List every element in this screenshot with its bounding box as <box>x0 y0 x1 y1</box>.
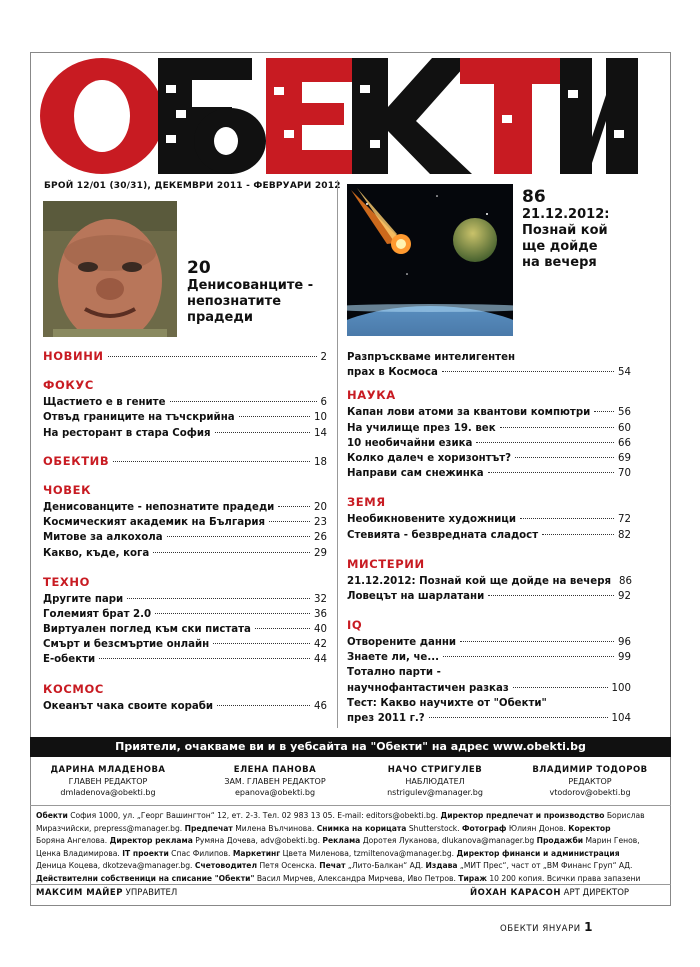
toc-item[interactable]: прах в Космоса 54 <box>347 367 631 379</box>
section-heading: КОСМОС <box>43 681 104 696</box>
editor-block <box>38 765 178 798</box>
credit-role: Счетоводител <box>194 861 258 871</box>
credit-role: Тираж <box>458 873 487 883</box>
feature-page-number: 86 <box>522 187 546 207</box>
logo-letter-o <box>40 58 164 174</box>
toc-item[interactable]: Колко далеч е хоризонтът? 69 <box>347 452 631 464</box>
masthead-logo <box>40 55 640 177</box>
credits-line <box>36 835 666 848</box>
logo-letter-b <box>158 58 266 174</box>
feature-denisovans[interactable] <box>187 258 313 326</box>
feature-title-line: ще дойде <box>522 239 598 254</box>
editor-name: ДАРИНА МЛАДЕНОВА <box>50 765 166 775</box>
credit-role: Продажби <box>536 836 584 846</box>
manager-role: УПРАВИТЕЛ <box>125 888 178 898</box>
feature-doomsday[interactable] <box>522 187 609 271</box>
section-heading: IQ <box>347 618 363 633</box>
toc-item[interactable]: 21.12.2012: Познай кой ще дойде на вечеря 86 <box>347 575 632 587</box>
footer-page-number: 1 <box>584 920 594 934</box>
art-director-name: ЙОХАН КАРАСОН <box>470 888 561 898</box>
credit-text: Shutterstock. <box>406 823 463 833</box>
editor-email[interactable]: vtodorov@obekti.bg <box>549 788 631 797</box>
logo-letter-e <box>266 58 358 174</box>
credits-line <box>36 860 666 873</box>
credit-text: Доротея Луканова, dlukanova@manager.bg <box>360 836 537 846</box>
toc-item[interactable]: Денисованците - непознатите прадеди 20 <box>43 501 327 513</box>
credit-role: Маркетинг <box>232 848 281 858</box>
editor-email[interactable]: dmladenova@obekti.bg <box>60 788 156 797</box>
credit-text: „Лито-Балкан“ АД. <box>345 861 426 871</box>
editor-role: РЕДАКТОР <box>568 777 612 786</box>
manager-name: МАКСИМ МАЙЕР <box>36 888 123 898</box>
toc-item[interactable]: Какво, къде, кога 29 <box>43 547 327 559</box>
section-heading: ФОКУС <box>43 378 94 393</box>
manager-credit <box>36 888 177 898</box>
toc-item[interactable]: 10 необичайни езика 66 <box>347 437 631 449</box>
credit-role: Действителни собственици на списание "Обекти" <box>36 873 255 883</box>
toc-item[interactable]: през 2011 г.? 104 <box>347 713 631 724</box>
credit-role: Коректор <box>568 823 611 833</box>
neanderthal-photo <box>43 201 177 337</box>
feature-title-line: Денисованците - <box>187 278 314 293</box>
toc-right <box>347 350 631 726</box>
toc-item[interactable]: Ловецът на шарлатани 92 <box>347 590 631 602</box>
section-heading: НАУКА <box>347 388 396 403</box>
art-director-role: АРТ ДИРЕКТОР <box>563 888 630 898</box>
credits-block <box>36 810 666 886</box>
toc-item[interactable]: Стевията - безвредната сладост 82 <box>347 529 631 541</box>
credits-line <box>36 823 666 836</box>
toc-section-obektiv[interactable] <box>43 454 327 469</box>
editor-email[interactable]: epanova@obekti.bg <box>234 788 316 797</box>
credit-role: Фотограф <box>462 823 507 833</box>
logo-letter-t <box>460 58 564 174</box>
comet-photo <box>347 184 513 336</box>
feature-title-line: непознатите <box>187 294 282 309</box>
toc-item[interactable]: На училище през 19. век 60 <box>347 422 631 434</box>
credit-role: Обекти <box>36 811 68 820</box>
toc-item[interactable]: Виртуален поглед към ски пистата 40 <box>43 624 327 636</box>
credits-line <box>36 810 666 823</box>
credit-role: IT проекти <box>122 848 169 858</box>
toc-item[interactable]: Капан лови атоми за квантови компютри 56 <box>347 407 631 419</box>
editor-role: ЗАМ. ГЛАВЕН РЕДАКТОР <box>224 777 326 786</box>
toc-item[interactable]: Отвъд границите на тъчскрийна 10 <box>43 412 327 424</box>
editors-row <box>30 765 671 801</box>
website-banner[interactable]: Приятели, очакваме ви и в уебсайта на "Обекти" на адрес www.obekti.bg <box>30 737 671 757</box>
page-number: 2 <box>320 352 327 363</box>
credit-text: Марин Генов, <box>583 836 640 846</box>
editor-name: НАЧО СТРИГУЛЕВ <box>387 765 483 775</box>
editor-name: ЕЛЕНА ПАНОВА <box>233 765 317 775</box>
credit-role: Директор предпечат и производство <box>440 811 605 820</box>
editor-role: НАБЛЮДАТЕЛ <box>405 777 465 786</box>
issue-line: БРОЙ 12/01 (30/31), ДЕКЕМВРИ 2011 - ФЕВРУАРИ 2012 <box>44 181 341 191</box>
toc-item-line[interactable]: Тест: Какво научихте от "Обекти" <box>347 697 547 709</box>
feature-title-line: на вечеря <box>522 255 597 270</box>
logo-letter-k <box>352 58 472 174</box>
toc-section-news[interactable] <box>43 349 327 364</box>
credit-text: Милена Вълчинова. <box>232 823 317 833</box>
toc-item[interactable]: Митове за алкохола 26 <box>43 532 327 544</box>
column-divider <box>337 180 338 728</box>
editor-block <box>520 765 660 798</box>
toc-item-line[interactable]: Разпръскваме интелигентен <box>347 352 516 363</box>
feature-title-line: 21.12.2012: <box>522 207 610 222</box>
section-heading: НОВИНИ <box>43 349 104 363</box>
credit-text: 10 200 копия. Всички права запазени <box>486 873 641 883</box>
toc-item[interactable]: Знаете ли, че... 99 <box>347 652 631 664</box>
toc-item[interactable]: Е-обекти 44 <box>43 654 327 666</box>
editor-role: ГЛАВЕН РЕДАКТОР <box>68 777 148 786</box>
toc-item[interactable]: Отворените данни 96 <box>347 637 631 649</box>
toc-item[interactable]: Другите пари 32 <box>43 593 327 605</box>
credit-text: Васил Мирчев, Александра Мирчева, Иво Петров. <box>254 873 459 883</box>
toc-item-line[interactable]: Тотално парти - <box>347 667 441 679</box>
credit-text: Борислав <box>604 811 645 820</box>
toc-left <box>43 340 327 714</box>
section-heading: ТЕХНО <box>43 574 90 589</box>
feature-page-number: 20 <box>187 258 211 278</box>
credit-text: Юлиян Донов. <box>506 823 569 833</box>
credit-text: Борянa Ангелова. <box>36 836 110 846</box>
credit-role: Снимка на корицата <box>316 823 407 833</box>
credit-role: Издава <box>425 861 458 871</box>
logo-letter-i <box>560 58 638 174</box>
page-footer <box>500 920 593 934</box>
page-number: 18 <box>314 456 327 468</box>
credit-text: Цветa Миленова, tzmiltenova@manager.bg. <box>280 848 457 858</box>
feature-title-line: прадеди <box>187 310 253 325</box>
credit-text: Петя Осенска. <box>257 861 320 871</box>
toc-item[interactable]: Океанът чака своите кораби 46 <box>43 700 327 712</box>
credit-text: Спас Филипов. <box>168 848 233 858</box>
credit-role: Предпечат <box>184 823 233 833</box>
section-heading: ЗЕМЯ <box>347 495 386 510</box>
toc-item[interactable]: Щастието е в гените 6 <box>43 397 327 409</box>
toc-item[interactable]: Смърт и безсмъртие онлайн 42 <box>43 639 327 651</box>
toc-item[interactable]: Направи сам снежинка 70 <box>347 468 631 480</box>
credit-text: Миразчийски, prepress@manager.bg. <box>36 823 185 833</box>
section-heading: МИСТЕРИИ <box>347 556 425 571</box>
section-heading: ЧОВЕК <box>43 482 92 497</box>
credit-text: Ценка Владимирова. <box>36 848 123 858</box>
editor-email[interactable]: nstrigulev@manager.bg <box>387 788 483 797</box>
editor-block <box>365 765 505 798</box>
toc-item[interactable]: На ресторант в стара София 14 <box>43 427 327 439</box>
divider <box>30 805 671 806</box>
credit-text: „МИТ Прес“, част от „ВМ Финанс Груп“ АД. <box>457 861 633 871</box>
credits-line <box>36 848 666 861</box>
toc-item[interactable]: Космическият академик на България 23 <box>43 517 327 529</box>
toc-item[interactable]: Необикновените художници 72 <box>347 514 631 526</box>
credit-role: Директор реклама <box>109 836 193 846</box>
credit-text: Деница Коцева, dkotzeva@manager.bg. <box>36 861 195 871</box>
editor-name: ВЛАДИМИР ТОДОРОВ <box>532 765 648 775</box>
credit-role: Реклама <box>322 836 361 846</box>
art-director-credit <box>470 888 629 898</box>
credit-role: Печат <box>319 861 346 871</box>
footer-text: ОБЕКТИ ЯНУАРИ <box>500 924 581 934</box>
toc-item[interactable]: Големият брат 2.0 36 <box>43 608 327 620</box>
credit-text: Румяна Дочева, adv@obekti.bg. <box>192 836 323 846</box>
section-heading: ОБЕКТИВ <box>43 453 110 468</box>
toc-item[interactable]: научнофантастичен разказ 100 <box>347 682 631 694</box>
feature-title-line: Познай кой <box>522 223 608 238</box>
divider <box>30 884 671 885</box>
editor-block <box>205 765 345 798</box>
credit-text: София 1000, ул. „Георг Вашингтон“ 12, ет. 2-3. Тел. 02 983 13 05. E-mail: editors@obekti.bg. <box>67 811 441 820</box>
credit-role: Директор финанси и администрация <box>456 848 620 858</box>
